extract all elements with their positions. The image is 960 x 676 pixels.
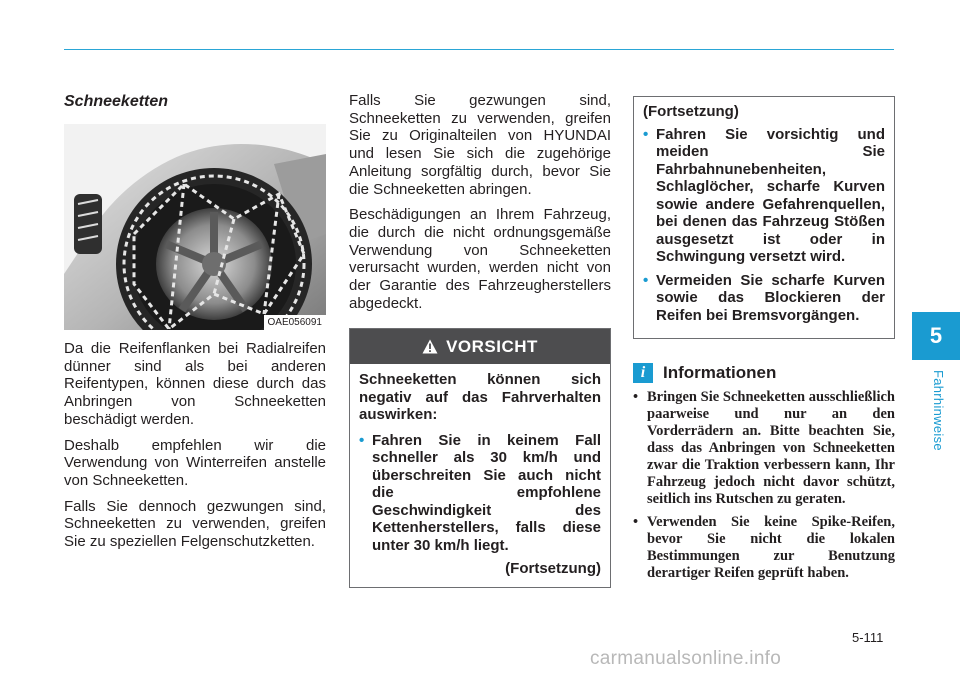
continued-header: (Fortsetzung) (643, 103, 739, 120)
bullet-icon: • (643, 125, 649, 143)
left-column (64, 92, 326, 559)
bullet-icon: • (633, 389, 639, 405)
paragraph: Da die Reifenflanken bei Radialreifen dünner sind als bei anderen Reifentypen, können diese durch das Anbringen von Schneeketten beschädigt werden. (64, 340, 326, 428)
wheel-with-snow-chain-image (64, 124, 326, 330)
watermark: carmanualsonline.info (590, 648, 782, 669)
caution-bullet (359, 432, 601, 555)
caution-header (350, 329, 610, 364)
paragraph: Beschädigungen an Ihrem Fahrzeug, die durch die nicht ordnungsgemäße Verwendung von Schneeketten verursacht wurden, werden nicht von der Garantie des Fahrzeugherstellers abgedeckt. (349, 206, 611, 312)
snow-chain-photo (64, 124, 326, 330)
info-icon: i (633, 363, 653, 383)
info-item-text: Bringen Sie Schneeketten ausschließlich paarweise und nur an den Vorderrädern an. Bitte beachten Sie, dass das Anbringen von Schneeketten zwar die Traktion verbessern kann, Ihr Fahrzeug jedoch nicht davor schützt, seitlich ins Rutschen zu geraten. (647, 389, 895, 507)
section-title: Schneeketten (64, 93, 169, 110)
caution-title: VORSICHT (446, 337, 538, 357)
info-header (633, 363, 895, 383)
bullet-icon: • (633, 514, 639, 530)
caution-bullet (643, 126, 885, 266)
middle-column (349, 92, 611, 588)
bullet-icon: • (359, 431, 365, 449)
header-rule (64, 49, 894, 50)
caution-intro: Schneeketten können sich negativ auf das Fahrverhalten auswirken: (359, 371, 601, 424)
caution-bullet (643, 272, 885, 325)
info-item (633, 514, 895, 582)
caution-body (350, 364, 610, 587)
continued-label: (Fortsetzung) (505, 560, 601, 578)
paragraph: Falls Sie dennoch gezwungen sind, Schneeketten zu verwenden, greifen Sie zu speziellen Felgenschutzketten. (64, 497, 326, 551)
chapter-label: Fahrhinweise (931, 369, 946, 451)
chapter-number: 5 (929, 323, 943, 348)
bullet-icon: • (643, 271, 649, 289)
page-number: 5-111 (852, 630, 884, 645)
info-item-text: Verwenden Sie keine Spike-Reifen, bevor Sie nicht die lokalen Bestimmungen zur Benutzung derartiger Reifen geprüft haben. (647, 514, 895, 581)
paragraph: Falls Sie gezwungen sind, Schneeketten zu verwenden, greifen Sie zu Originalteilen von HYUNDAI und lesen Sie sich die zugehörige Anleitung sorgfältig durch, bevor Sie die Schneeketten abringen. (349, 92, 611, 198)
caution-box (349, 328, 611, 588)
paragraph: Deshalb empfehlen wir die Verwendung von Winterreifen anstelle von Schneeketten. (64, 436, 326, 489)
info-list (633, 389, 895, 582)
caution-bullet-text: Vermeiden Sie scharfe Kurven sowie das Blockieren der Reifen bei Bremsvorgängen. (656, 271, 885, 324)
photo-code: OAE056091 (264, 315, 327, 330)
info-item (633, 389, 895, 508)
caution-bullet-text: Fahren Sie vorsichtig und meiden Sie Fahrbahnunebenheiten, Schlaglöcher, scharfe Kurven sowie andere Gefahrenquellen, bei denen das Fahrzeug Stößen ausgesetzt ist oder in Schwingung versetzt wird. (656, 125, 885, 265)
info-title: Informationen (663, 363, 777, 383)
right-column (633, 96, 895, 588)
warning-triangle-icon (422, 339, 438, 354)
caution-bullet-text: Fahren Sie in keinem Fall schneller als 30 km/h und überschreiten Sie auch nicht die empfohlene Geschwindigkeit des Kettenherstellers, falls diese unter 30 km/h liegt. (372, 431, 601, 554)
continued-caution-box (633, 96, 895, 339)
chapter-number-tab[interactable] (912, 312, 960, 360)
